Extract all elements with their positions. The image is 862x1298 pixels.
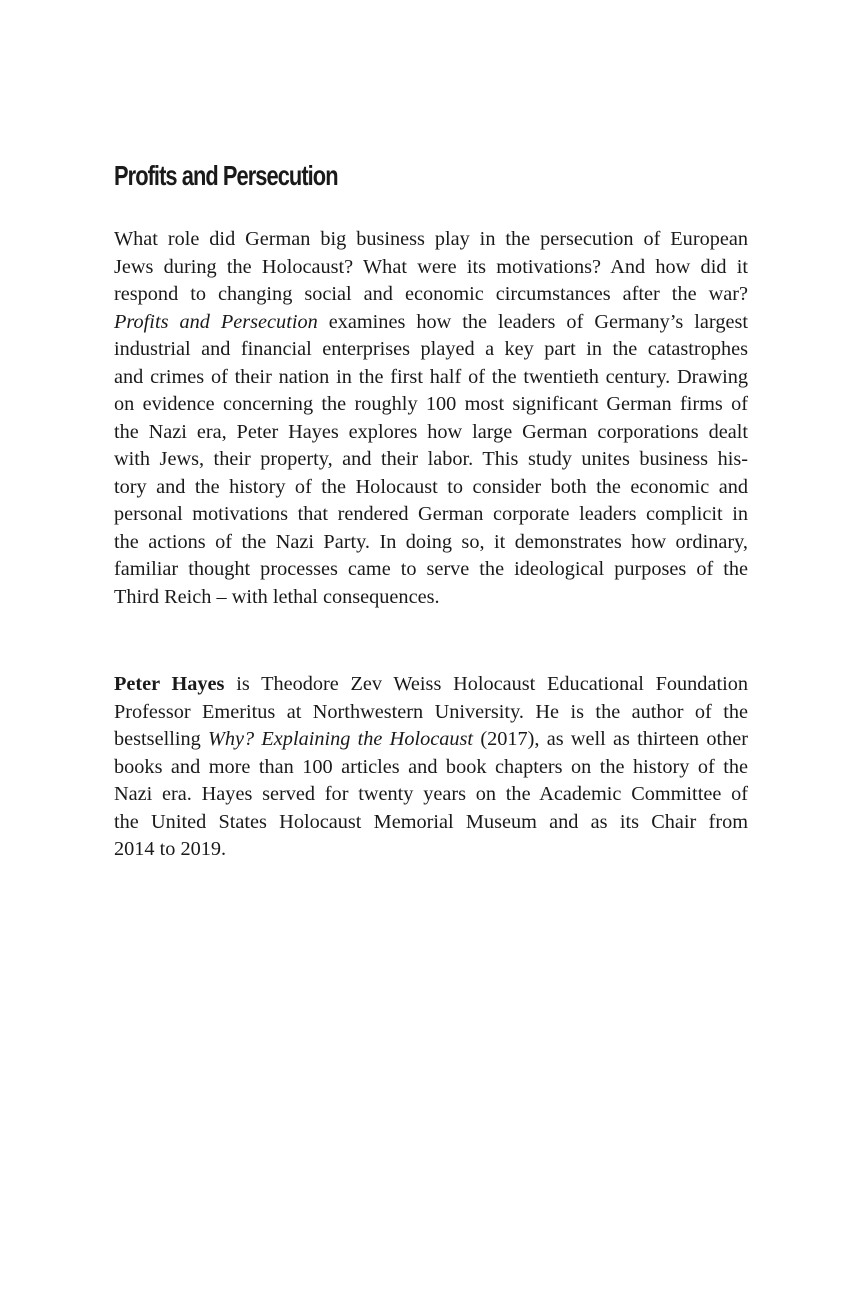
bio-line: books and more than 100 articles and book chapters on the history of the [114, 755, 748, 778]
page-title: Profits and Persecution [114, 160, 338, 191]
description-line: familiar thought processes came to serve the ideological purposes of the [114, 558, 748, 580]
bio-line: Professor Emeritus at Northwestern University. He is the author of the [114, 700, 748, 723]
bio-line [114, 671, 748, 699]
bio-line [114, 726, 748, 754]
author-name: Peter Hayes [114, 673, 225, 695]
description-line-with-title [114, 309, 748, 337]
bio-line-start: bestselling [114, 728, 201, 750]
description-line: Third Reich – with lethal consequences. [114, 585, 440, 608]
book-title-italic: Profits and Persecution [114, 310, 318, 333]
description-line: with Jews, their property, and their labor. This study unites business his- [114, 448, 748, 470]
page [114, 0, 748, 1298]
book-description [114, 226, 748, 611]
description-line: tory and the history of the Holocaust to consider both the economic and [114, 475, 748, 498]
author-bio [114, 671, 748, 864]
description-line: respond to changing social and economic circumstances after the war? [114, 283, 748, 305]
bio-line: 2014 to 2019. [114, 838, 227, 860]
bio-line-end: (2017), as well as thirteen other [480, 728, 748, 750]
other-book-title: Why? Explaining the Holocaust [208, 728, 474, 750]
description-line: industrial and financial enterprises played a key part in the catastrophes [114, 338, 748, 360]
description-line: the actions of the Nazi Party. In doing so, it demonstrates how ordinary, [114, 530, 748, 553]
description-line: What role did German big business play in the persecution of European [114, 228, 748, 250]
description-line: personal motivations that rendered German corporate leaders complicit in [114, 503, 748, 525]
bio-line-rest: is Theodore Zev Weiss Holocaust Educational Foundation [236, 673, 749, 695]
description-line: Jews during the Holocaust? What were its motivations? And how did it [114, 255, 748, 278]
description-line: and crimes of their nation in the first half of the twentieth century. Drawing [114, 365, 748, 388]
description-line: on evidence concerning the roughly 100 most significant German firms of [114, 393, 748, 415]
bio-line: the United States Holocaust Memorial Museum and as its Chair from [114, 810, 748, 833]
description-line: the Nazi era, Peter Hayes explores how large German corporations dealt [114, 420, 748, 443]
description-line-rest: examines how the leaders of Germany’s largest [328, 310, 748, 333]
bio-line: Nazi era. Hayes served for twenty years on the Academic Committee of [114, 783, 748, 805]
